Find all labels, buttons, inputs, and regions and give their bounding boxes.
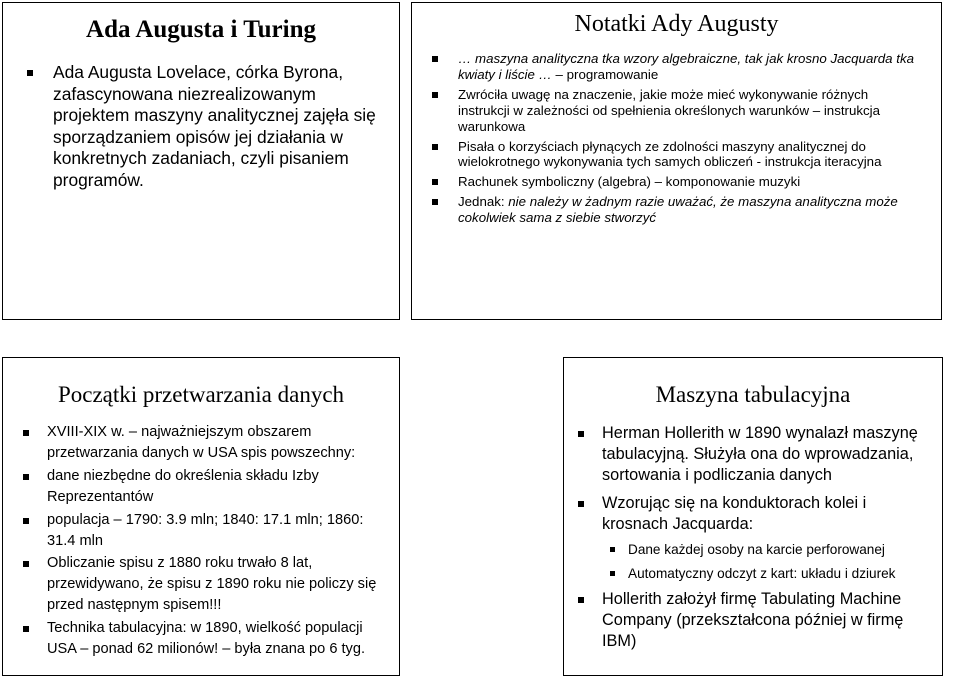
bullet-text: Rachunek symboliczny (algebra) – komponowanie muzyki bbox=[458, 174, 801, 190]
square-bullet-icon bbox=[610, 571, 615, 576]
list-item bbox=[23, 510, 383, 552]
slide-title: Ada Augusta i Turing bbox=[86, 16, 316, 43]
bullet-text: Wzorując się na konduktorach kolei i krosnach Jacquarda: bbox=[602, 493, 867, 533]
list-item bbox=[23, 466, 383, 508]
square-bullet-icon bbox=[23, 430, 29, 436]
list-item bbox=[578, 493, 932, 583]
bullet-prefix: Jednak: bbox=[458, 194, 509, 210]
bullet-text: populacja – 1790: 3.9 mln; 1840: 17.1 mln; 1860: 31.4 mln bbox=[47, 511, 364, 549]
slide-title: Maszyna tabulacyjna bbox=[655, 382, 851, 407]
slide-notatki-ady-augusty bbox=[411, 2, 942, 320]
list-item bbox=[27, 62, 379, 191]
bullet-text: Pisała o korzyściach płynących ze zdolności maszyny analitycznej do wielokrotnego wykonywania tych samych obliczeń - instrukcja iteracyjna bbox=[458, 138, 882, 170]
slide-maszyna-tabulacyjna bbox=[563, 357, 943, 676]
square-bullet-icon bbox=[23, 561, 29, 567]
slide-poczatki-przetwarzania-danych bbox=[2, 357, 400, 676]
square-bullet-icon bbox=[432, 56, 438, 62]
list-item bbox=[23, 422, 383, 464]
sub-bullet-text: Dane każdej osoby na karcie perforowanej bbox=[628, 542, 885, 558]
bullet-list bbox=[432, 51, 921, 226]
square-bullet-icon bbox=[27, 70, 33, 76]
bullet-list bbox=[578, 423, 932, 653]
bullet-text: Ada Augusta Lovelace, córka Byrona, zafascynowana niezrealizowanym projektem maszyny analitycznej zajęła się sporządzaniem opisów jej działania w konkretnych zadaniach, czyli pisaniem programów. bbox=[53, 62, 376, 190]
bullet-text: – programowanie bbox=[551, 66, 659, 82]
bullet-text: dane niezbędne do określenia składu Izby Reprezentantów bbox=[47, 467, 319, 505]
sub-list-item bbox=[602, 565, 932, 583]
slide-ada-augusta-i-turing bbox=[2, 2, 400, 320]
square-bullet-icon bbox=[23, 518, 29, 524]
square-bullet-icon bbox=[578, 501, 584, 507]
list-item bbox=[432, 194, 921, 226]
list-item bbox=[432, 51, 921, 83]
bullet-text: Technika tabulacyjna: w 1890, wielkość populacji USA – ponad 62 milionów! – była znana po 6 tyg. bbox=[47, 620, 366, 658]
sub-bullet-text: Automatyczny odczyt z kart: układu i dziurek bbox=[628, 566, 896, 582]
square-bullet-icon bbox=[432, 92, 438, 98]
bullet-quote: nie należy w żadnym razie uważać, że maszyna analityczna może cokolwiek sama z siebie stworzyć bbox=[458, 194, 898, 226]
bullet-list bbox=[27, 62, 379, 191]
list-item bbox=[578, 589, 932, 653]
list-item bbox=[23, 618, 383, 660]
sub-bullet-list bbox=[602, 541, 932, 583]
bullet-text: Herman Hollerith w 1890 wynalazł maszynę tabulacyjną. Służyła ona do wprowadzania, sortowania i podliczania danych bbox=[602, 424, 918, 485]
list-item bbox=[578, 423, 932, 487]
bullet-text: Hollerith założył firmę Tabulating Machine Company (przekształcona później w firmę IBM) bbox=[602, 590, 904, 651]
bullet-text: Obliczanie spisu z 1880 roku trwało 8 lat, przewidywano, że spisu z 1890 roku nie policzy się przed następnym spisem!!! bbox=[47, 555, 377, 614]
list-item bbox=[432, 139, 921, 171]
square-bullet-icon bbox=[610, 547, 615, 552]
square-bullet-icon bbox=[432, 144, 438, 150]
square-bullet-icon bbox=[23, 474, 29, 480]
list-item bbox=[432, 87, 921, 135]
bullet-text: XVIII-XIX w. – najważniejszym obszarem przetwarzania danych w USA spis powszechny: bbox=[47, 424, 356, 461]
square-bullet-icon bbox=[578, 597, 584, 603]
list-item bbox=[23, 553, 383, 616]
square-bullet-icon bbox=[432, 199, 438, 205]
sub-list-item bbox=[602, 541, 932, 559]
slide-title: Początki przetwarzania danych bbox=[57, 382, 345, 407]
bullet-quote: … maszyna analityczna tka wzory algebraiczne, tak jak krosno Jacquarda tka kwiaty i liście … bbox=[458, 51, 915, 82]
square-bullet-icon bbox=[578, 431, 584, 437]
bullet-list bbox=[23, 422, 383, 660]
bullet-text: Zwróciła uwagę na znaczenie, jakie może mieć wykonywanie różnych instrukcji w zależności od spełnienia określonych warunków – instrukcja warunkowa bbox=[458, 86, 881, 134]
square-bullet-icon bbox=[23, 626, 29, 632]
slide-title: Notatki Ady Augusty bbox=[574, 11, 779, 37]
square-bullet-icon bbox=[432, 179, 438, 185]
list-item bbox=[432, 174, 921, 190]
